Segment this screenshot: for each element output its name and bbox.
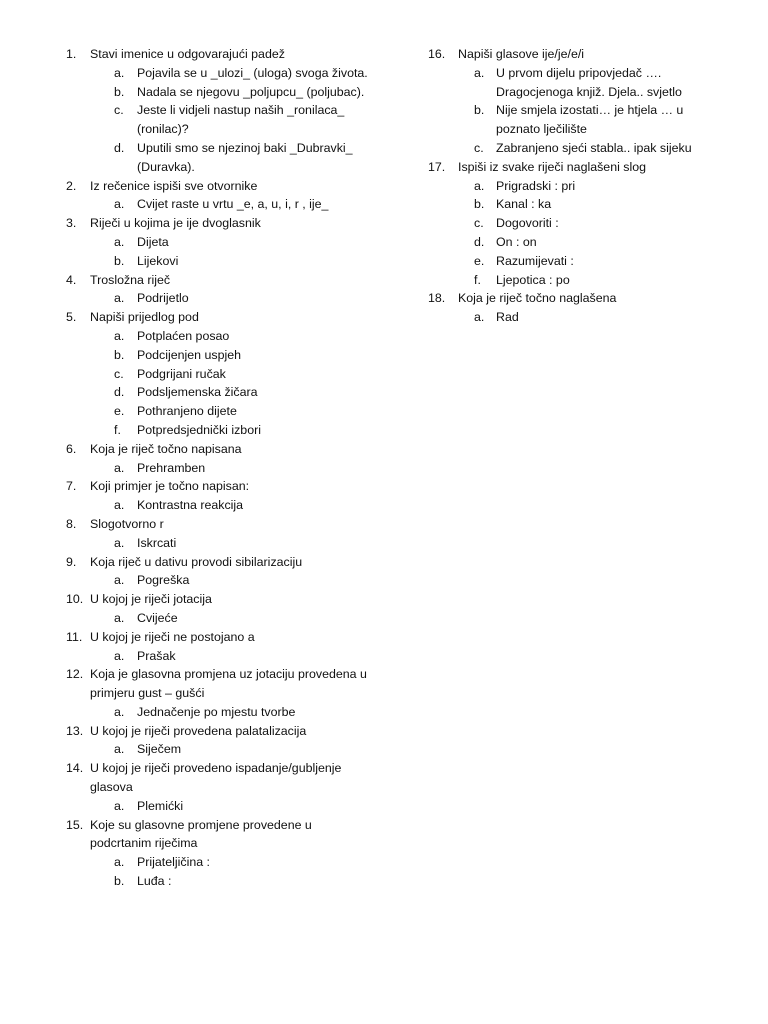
question-number: 13. <box>66 723 84 738</box>
question-text: U kojoj je riječi provedeno ispadanje/gubljenje glasova <box>90 761 342 795</box>
question <box>66 308 376 327</box>
answer-item <box>428 271 728 290</box>
answer-letter: c. <box>474 140 484 155</box>
question-number: 14. <box>66 761 84 776</box>
answer-text: Jeste li vidjeli nastup naših _ronilaca_ (ronilac)? <box>137 103 345 137</box>
answer-item <box>66 252 376 271</box>
answer-letter: b. <box>114 253 125 268</box>
answer-text: Podgrijani ručak <box>137 366 226 381</box>
question-text: Ispiši iz svake riječi naglašeni slog <box>458 159 647 174</box>
answer-item <box>66 83 376 102</box>
answer-item <box>428 252 728 271</box>
answer-item <box>66 534 376 553</box>
question-number: 4. <box>66 272 77 287</box>
answer-text: Cvijet raste u vrtu _e, a, u, i, r , ije_ <box>137 197 329 212</box>
right-column <box>428 45 728 327</box>
question-number: 12. <box>66 667 84 682</box>
answer-text: Luđa : <box>137 874 172 889</box>
question-number: 1. <box>66 47 77 61</box>
question-text: U kojoj je riječi jotacija <box>90 592 212 607</box>
answer-letter: b. <box>474 103 485 118</box>
question <box>66 628 376 647</box>
answer-letter: a. <box>114 648 125 663</box>
question <box>66 665 376 703</box>
answer-letter: e. <box>474 253 485 268</box>
answer-text: U prvom dijelu pripovjedač …. Dragocjenoga knjiž. Djela.. svjetlo <box>496 65 682 99</box>
answer-text: Kontrastna reakcija <box>137 498 244 513</box>
answer-text: Dijeta <box>137 234 169 249</box>
answer-letter: a. <box>114 535 125 550</box>
answer-item <box>66 327 376 346</box>
answer-letter: a. <box>474 65 485 80</box>
question-number: 5. <box>66 310 77 325</box>
answer-item <box>66 740 376 759</box>
question-text: Koja je glasovna promjena uz jotaciju provedena u primjeru gust – gušći <box>90 667 367 701</box>
answer-text: Prašak <box>137 648 176 663</box>
answer-item <box>66 496 376 515</box>
left-column <box>66 45 376 891</box>
answer-letter: d. <box>114 385 125 400</box>
answer-text: Siječem <box>137 742 182 757</box>
answer-item <box>66 383 376 402</box>
answer-item <box>66 64 376 83</box>
question <box>428 45 728 64</box>
answer-text: Ljepotica : po <box>496 272 570 287</box>
answer-letter: b. <box>474 197 485 212</box>
answer-letter: a. <box>114 291 125 306</box>
question-text: Napiši glasove ije/je/e/i <box>458 47 585 61</box>
answer-text: Potpredsjednički izbori <box>137 422 261 437</box>
answer-letter: a. <box>114 742 125 757</box>
question-text: Koji primjer je točno napisan: <box>90 479 250 494</box>
answer-text: Prigradski : pri <box>496 178 576 193</box>
answer-item <box>66 609 376 628</box>
question <box>66 271 376 290</box>
answer-text: Jednačenje po mjestu tvorbe <box>137 704 296 719</box>
answer-letter: e. <box>114 404 125 419</box>
question <box>66 590 376 609</box>
answer-text: Podcijenjen uspjeh <box>137 347 242 362</box>
answer-item <box>66 233 376 252</box>
question-text: Koja je riječ točno naglašena <box>458 291 617 306</box>
question <box>66 515 376 534</box>
answer-text: Prijateljičina : <box>137 855 210 870</box>
answer-text: Pogreška <box>137 573 190 588</box>
answer-letter: a. <box>114 610 125 625</box>
question-number: 2. <box>66 178 77 193</box>
question-text: Riječi u kojima je ije dvoglasnik <box>90 216 261 231</box>
answer-letter: f. <box>114 422 121 437</box>
answer-letter: a. <box>114 498 125 513</box>
answer-text: Uputili smo se njezinoj baki _Dubravki_ (Duravka). <box>137 140 353 174</box>
answer-text: Iskrcati <box>137 535 177 550</box>
answer-text: Potplaćen posao <box>137 328 230 343</box>
answer-letter: d. <box>114 140 125 155</box>
question-number: 6. <box>66 441 77 456</box>
answer-item <box>428 64 728 102</box>
question-number: 9. <box>66 554 77 569</box>
answer-text: Rad <box>496 310 519 325</box>
answer-item <box>66 421 376 440</box>
answer-letter: b. <box>114 874 125 889</box>
answer-item <box>66 101 376 139</box>
question-number: 18. <box>428 291 446 306</box>
answer-letter: a. <box>114 798 125 813</box>
answer-item <box>428 233 728 252</box>
answer-item <box>428 101 728 139</box>
answer-item <box>66 195 376 214</box>
answer-item <box>66 797 376 816</box>
answer-text: Kanal : ka <box>496 197 552 212</box>
answer-text: Nije smjela izostati… je htjela … u poznato lječilište <box>496 103 684 137</box>
question <box>66 177 376 196</box>
answer-letter: a. <box>114 704 125 719</box>
answer-text: On : on <box>496 234 537 249</box>
answer-letter: a. <box>114 197 125 212</box>
answer-item <box>66 571 376 590</box>
answer-text: Podsljemenska žičara <box>137 385 258 400</box>
question <box>66 477 376 496</box>
question <box>428 158 728 177</box>
question <box>66 759 376 797</box>
answer-letter: a. <box>114 328 125 343</box>
answer-item <box>66 365 376 384</box>
question-text: Iz rečenice ispiši sve otvornike <box>90 178 258 193</box>
question-number: 7. <box>66 479 77 494</box>
question-text: Stavi imenice u odgovarajući padež <box>90 47 285 61</box>
question <box>66 553 376 572</box>
answer-letter: b. <box>114 347 125 362</box>
answer-item <box>66 853 376 872</box>
question-number: 11. <box>66 629 83 644</box>
answer-text: Prehramben <box>137 460 206 475</box>
question-number: 3. <box>66 216 77 231</box>
answer-text: Plemićki <box>137 798 184 813</box>
answer-letter: a. <box>114 460 125 475</box>
answer-item <box>428 177 728 196</box>
question-text: U kojoj je riječi ne postojano a <box>90 629 255 644</box>
answer-letter: a. <box>114 65 125 80</box>
question <box>66 440 376 459</box>
answer-item <box>428 139 728 158</box>
answer-item <box>428 308 728 327</box>
answer-text: Podrijetlo <box>137 291 189 306</box>
question-number: 16. <box>428 47 446 61</box>
answer-letter: a. <box>114 573 125 588</box>
answer-text: Pothranjeno dijete <box>137 404 237 419</box>
answer-item <box>66 289 376 308</box>
answer-letter: a. <box>474 310 485 325</box>
answer-item <box>66 872 376 891</box>
question-text: Napiši prijedlog pod <box>90 310 199 325</box>
answer-text: Lijekovi <box>137 253 179 268</box>
question-number: 17. <box>428 159 446 174</box>
question <box>66 45 376 64</box>
question-text: Koja je riječ točno napisana <box>90 441 242 456</box>
question-text: Slogotvorno r <box>90 516 164 531</box>
question <box>66 214 376 233</box>
answer-text: Cvijeće <box>137 610 178 625</box>
answer-item <box>66 139 376 177</box>
answer-item <box>66 647 376 666</box>
answer-item <box>428 195 728 214</box>
question-text: Koja riječ u dativu provodi sibilarizaciju <box>90 554 303 569</box>
question-text: U kojoj je riječi provedena palatalizacija <box>90 723 307 738</box>
answer-text: Nadala se njegovu _poljupcu_ (poljubac). <box>137 84 365 99</box>
question-text: Trosložna riječ <box>90 272 171 287</box>
answer-item <box>66 346 376 365</box>
question-number: 15. <box>66 817 84 832</box>
answer-text: Dogovoriti : <box>496 216 559 231</box>
question <box>66 722 376 741</box>
answer-item <box>66 703 376 722</box>
answer-letter: d. <box>474 234 485 249</box>
question-text: Koje su glasovne promjene provedene u podcrtanim riječima <box>90 817 312 851</box>
question-number: 8. <box>66 516 77 531</box>
answer-letter: c. <box>114 103 124 118</box>
answer-item <box>66 402 376 421</box>
question <box>66 816 376 854</box>
answer-letter: a. <box>114 855 125 870</box>
question-number: 10. <box>66 592 84 607</box>
question <box>428 289 728 308</box>
answer-text: Zabranjeno sjeći stabla.. ipak sijeku <box>496 140 692 155</box>
answer-letter: a. <box>114 234 125 249</box>
answer-item <box>66 459 376 478</box>
answer-text: Pojavila se u _ulozi_ (uloga) svoga života. <box>137 65 368 80</box>
answer-text: Razumijevati : <box>496 253 574 268</box>
answer-letter: b. <box>114 84 125 99</box>
answer-letter: c. <box>114 366 124 381</box>
answer-item <box>428 214 728 233</box>
answer-letter: f. <box>474 272 481 287</box>
answer-letter: a. <box>474 178 485 193</box>
answer-letter: c. <box>474 216 484 231</box>
